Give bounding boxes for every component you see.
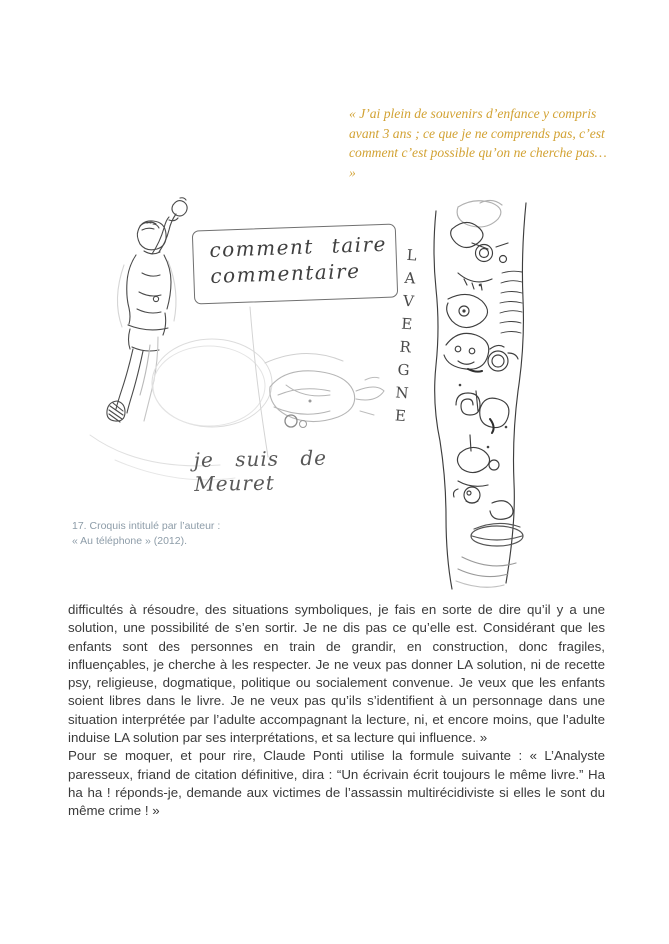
handwritten-box-line1: comment taire: [209, 231, 388, 262]
body-paragraph-2: Pour se moquer, et pour rire, Claude Ponti utilise la formule suivante : « L’Analyste paresseux, friand de citation définitive, dira : “Un écrivain écrit toujours le même livre.” Ha ha ha ! réponds-je, demande aux victimes de l’assassin multirécidiviste si elles le sont du même crime ! »: [68, 748, 605, 819]
figure-caption-line2: « Au téléphone » (2012).: [72, 535, 188, 547]
pull-quote: « J’ai plein de souvenirs d’enfance y compris avant 3 ans ; ce que je ne comprends pas, c’est comment c’est possible qu’on ne cherche pas… »: [349, 106, 607, 180]
child-sketch: [107, 198, 187, 422]
figure-caption-line1: 17. Croquis intitulé par l’auteur :: [72, 520, 221, 532]
body-paragraph-1: difficultés à résoudre, des situations symboliques, je fais en sorte de dire qu’il y a une solution, une possibilité de s’en sortir. Je ne dis pas ce qu’elle est. Considérant que les enfants sont des personnes en train de grandir, en construction, donc fragiles, influençables, je cherche à les respecter. Je ne veux pas donner LA solution, ni de recette psy, religieuse, dogmatique, politique ou socialement convenue. Je veux que les enfants soient libres dans le livre. Je ne veux pas qu’ils s’identifient à un personnage dans une situation interprétée par l’adulte accompagnant la lecture, ni, et encore moins, que l’adulte induise LA solution par ses interprétations, et sa lecture qui influence. »: [68, 602, 605, 746]
doodle-totem-sketch: [434, 200, 526, 589]
body-text: [68, 601, 605, 821]
handwritten-box-line2: commentaire: [209, 258, 361, 288]
handwritten-caption-box: [192, 223, 398, 304]
handwritten-vertical-name: LAVERGNE: [390, 245, 422, 431]
figure-caption: [72, 519, 220, 549]
handwritten-signature: je suis de Meuret: [193, 445, 328, 497]
